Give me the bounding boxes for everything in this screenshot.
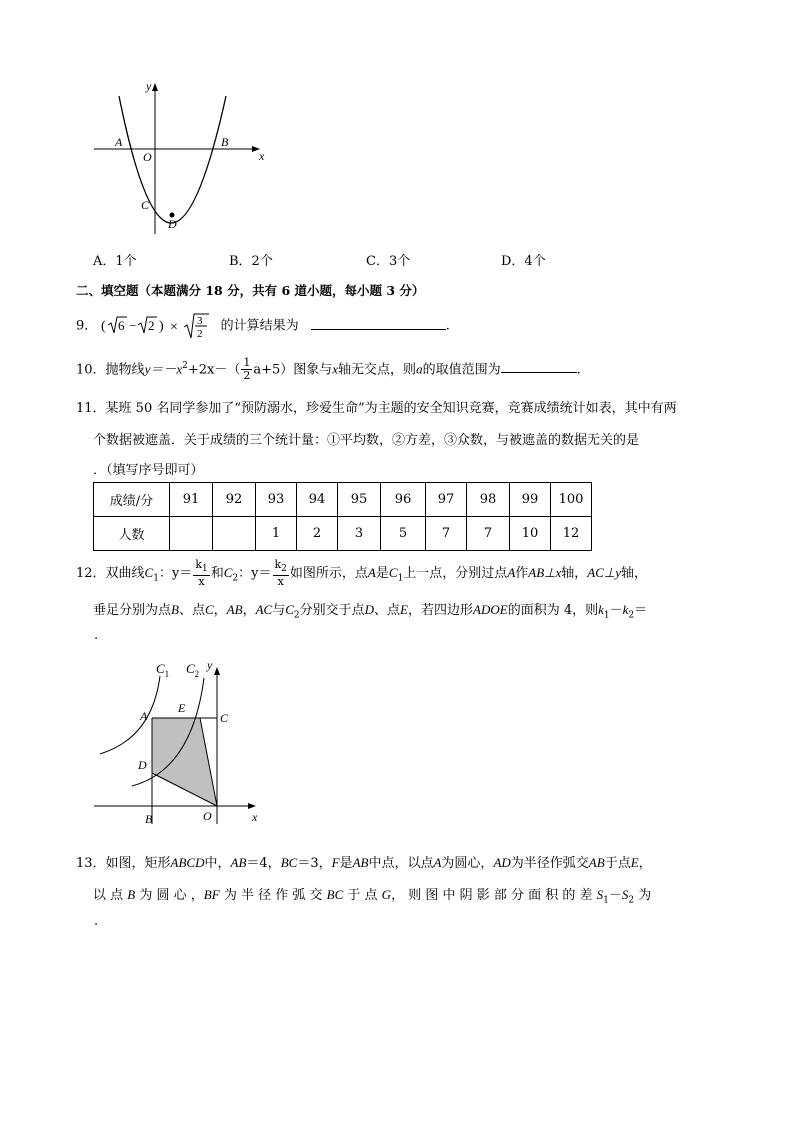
fig1-y-label: y — [146, 79, 152, 93]
table-cell-score: 98 — [467, 483, 510, 517]
table-cell-count: 7 — [467, 517, 510, 551]
svg-text:): ) — [159, 319, 165, 334]
fig2-point-c: C — [220, 711, 229, 725]
q12-line-2: 垂足分别为点B、点C，AB，AC与$C_2$分别交于点D、点E，若四边形ADOE的面积为 4，则$k_1-k_2=$ — [93, 602, 648, 621]
question-10: 10．抛物线$y=-x^2+2x-$（ $\frac{1}{2}$ a+5）图象与x轴无交点，则a的取值范围为 . — [76, 356, 581, 383]
table-cell-score: 100 — [551, 483, 592, 517]
hyperbola-figure — [92, 658, 267, 828]
q11-line-2: 个数据被遮盖．关于成绩的三个统计量：①平均数，②方差，③众数，与被遮盖的数据无关的是 — [93, 433, 640, 448]
fig2-point-d: D — [138, 758, 147, 772]
table-cell-score: 91 — [170, 483, 213, 517]
q10-equation-1: y＝－x — [144, 361, 183, 377]
svg-text:(: ( — [101, 319, 107, 334]
q10-x-var: x — [332, 361, 339, 377]
q9-period: . — [445, 318, 450, 334]
q10-number: 10． — [76, 362, 106, 378]
table-header-score: 成绩/分 — [94, 483, 170, 517]
q10-answer-blank — [501, 372, 577, 373]
fig1-point-b: B — [221, 135, 229, 149]
q9-answer-blank — [311, 329, 446, 330]
q10-period: . — [576, 362, 581, 378]
fig2-c2-label: $C_2$ — [186, 661, 200, 679]
q9-number: 9． — [76, 318, 98, 334]
option-c: C．3个 — [366, 254, 411, 269]
table-cell-count-covered — [170, 517, 213, 551]
q10-equation-2: +2x－（ — [187, 362, 241, 378]
q12-line-1: 12．双曲线$C_1$：y＝ $\frac{k_1}{x}$ 和$C_2$：y＝ $\frac{k_2}{x}$ 如图所示，点A是$C_1$上一点，分别过点A作AB⊥x轴，AC⊥y轴， — [76, 557, 648, 589]
table-cell-count: 5 — [381, 517, 426, 551]
table-cell-count: 2 — [297, 517, 338, 551]
table-cell-count-covered — [213, 517, 256, 551]
table-row-counts — [94, 517, 592, 551]
q10-fraction-half: $\frac{1}{2}$ — [243, 356, 251, 383]
q10-a-var: a — [416, 361, 423, 377]
table-cell-score: 92 — [213, 483, 256, 517]
table-header-count: 人数 — [94, 517, 170, 551]
fig2-point-e: E — [178, 701, 186, 715]
fig2-c1-label: $C_1$ — [156, 661, 170, 679]
q10-text-1: 抛物线 — [105, 362, 145, 378]
table-cell-count: 12 — [551, 517, 592, 551]
q10-text-3: 的取值范围为 — [422, 362, 501, 378]
q13-line-2: 以 点 B 为 圆 心 ，BF 为 半 径 作 弧 交 BC 于 点 G， 则 图 中 阴 影 部 分 面 积 的 差 $S_1-S_2$ 为 — [93, 887, 652, 906]
q13-line-1: 13．如图，矩形ABCD中，AB＝4，BC＝3，F是AB中点，以点A为圆心，AD为半径作弧交AB于点E， — [76, 855, 652, 871]
q9-radical-expression — [101, 313, 216, 339]
parabola-figure — [88, 76, 278, 236]
table-cell-score: 99 — [510, 483, 551, 517]
fig1-point-a: A — [115, 135, 123, 149]
score-table — [93, 482, 592, 551]
table-cell-score: 96 — [381, 483, 426, 517]
fig1-point-d: D — [168, 217, 177, 231]
q13-period: . — [94, 914, 99, 929]
q10-equation-3: a+5）图象与 — [253, 362, 333, 378]
table-cell-score: 97 — [426, 483, 467, 517]
fig2-point-b: B — [145, 812, 153, 826]
table-row-scores — [94, 483, 592, 517]
table-cell-count: 1 — [256, 517, 297, 551]
fig2-x-label: x — [252, 810, 258, 824]
fig1-origin: O — [143, 150, 152, 164]
q9-text: 的计算结果为 — [220, 318, 299, 334]
fig2-point-a: A — [140, 709, 148, 723]
q12-fraction-k2: $\frac{k_2}{x}$ — [274, 557, 287, 589]
table-cell-score: 94 — [297, 483, 338, 517]
option-b: B．2个 — [229, 254, 273, 269]
option-a: A．1个 — [93, 254, 137, 269]
svg-text:6: 6 — [118, 318, 125, 333]
q11-line-3: ．（填写序号即可） — [93, 463, 204, 478]
table-cell-score: 95 — [338, 483, 381, 517]
table-cell-count: 10 — [510, 517, 551, 551]
svg-text:3: 3 — [197, 315, 203, 327]
table-cell-count: 3 — [338, 517, 381, 551]
svg-text:2: 2 — [148, 318, 155, 333]
fig2-y-label: y — [207, 658, 213, 672]
section-heading: 二、填空题（本题满分 18 分，共有 6 道小题，每小题 3 分） — [76, 283, 425, 298]
q12-period: . — [94, 628, 99, 643]
fig1-x-label: x — [259, 149, 265, 163]
table-cell-count: 7 — [426, 517, 467, 551]
option-d: D．4个 — [501, 254, 546, 269]
question-9 — [76, 313, 450, 340]
table-cell-score: 93 — [256, 483, 297, 517]
q11-line-1: 11．某班 50 名同学参加了“预防溺水，珍爱生命”为主题的安全知识竞赛，竞赛成绩统计如表，其中有两 — [76, 401, 677, 416]
svg-text:×: × — [170, 320, 179, 335]
svg-text:−: − — [129, 318, 137, 333]
fig2-origin: O — [203, 809, 212, 823]
q12-fraction-k1: $\frac{k_1}{x}$ — [195, 557, 208, 589]
q10-text-2: 轴无交点，则 — [338, 362, 417, 378]
svg-text:2: 2 — [197, 328, 203, 339]
fig1-point-c: C — [141, 198, 150, 212]
